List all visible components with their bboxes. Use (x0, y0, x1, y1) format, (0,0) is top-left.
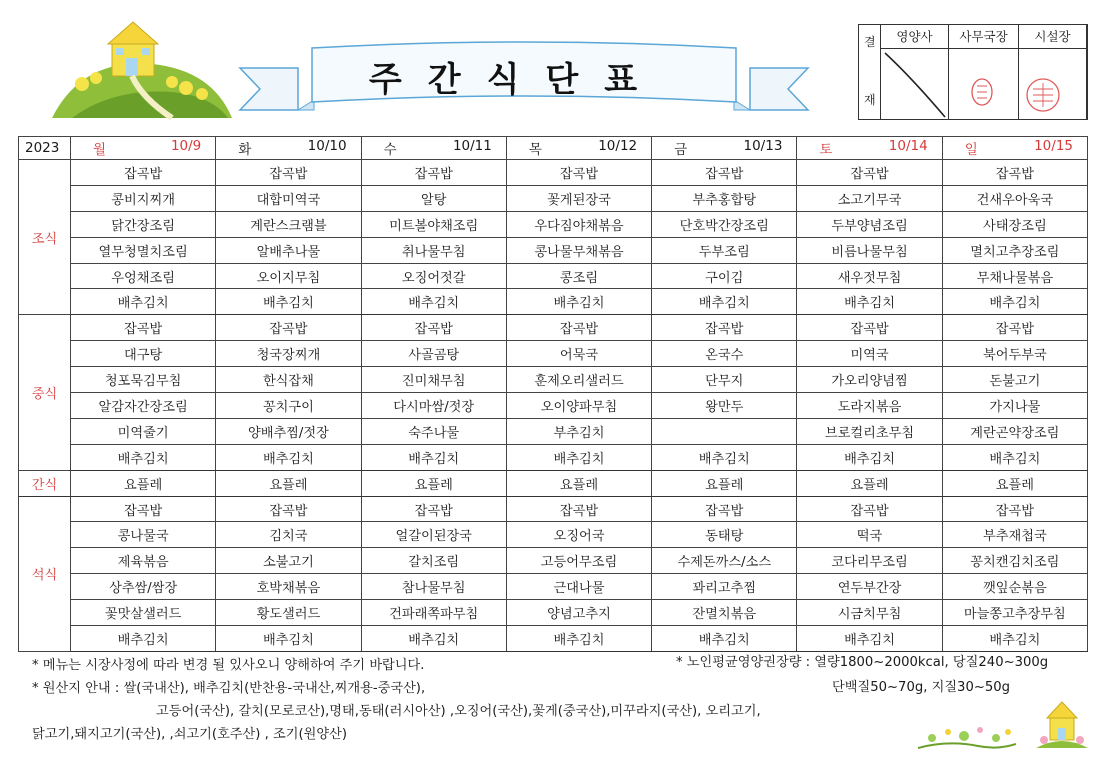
menu-item: 시금치무침 (797, 600, 942, 626)
menu-item: 부추홍합탕 (652, 185, 797, 211)
menu-item: 우다짐야채볶음 (506, 211, 651, 237)
table-header-row (19, 137, 1088, 160)
menu-item: 근대나물 (506, 574, 651, 600)
menu-item: 대구탕 (71, 341, 216, 367)
menu-item: 배추김치 (71, 626, 216, 652)
menu-item: 부추재첩국 (942, 522, 1087, 548)
menu-item: 잡곡밥 (216, 315, 361, 341)
menu-item: 배추김치 (216, 626, 361, 652)
menu-item: 배추김치 (942, 626, 1087, 652)
menu-item: 호박채볶음 (216, 574, 361, 600)
nutrition-note-1: * 노인평균영양권장량 : 열량1800~2000kcal, 당질240~300g (676, 655, 1049, 670)
day-name: 월 (93, 142, 107, 158)
menu-item: 훈제오리샐러드 (506, 367, 651, 393)
menu-item: 양배추찜/젓장 (216, 418, 361, 444)
menu-item: 오징어젓갈 (361, 263, 506, 289)
signature-slash (881, 49, 949, 121)
day-date: 10/13 (743, 138, 783, 154)
menu-item: 소고기무국 (797, 185, 942, 211)
menu-item: 잡곡밥 (797, 496, 942, 522)
seal-stamp-icon (1022, 77, 1064, 113)
origin-note-1: * 원산지 안내 : 쌀(국내산), 배추김치(반찬용-국내산,찌개용-중국산), (32, 681, 426, 696)
menu-item: 미역국 (797, 341, 942, 367)
day-date: 10/15 (1034, 138, 1073, 154)
menu-row (19, 237, 1088, 263)
day-date: 10/11 (452, 138, 492, 154)
menu-item: 꽁치캔김치조림 (942, 548, 1087, 574)
menu-item: 돈불고기 (942, 367, 1087, 393)
menu-item: 오이양파무침 (506, 393, 651, 419)
menu-row (19, 522, 1088, 548)
day-name: 일 (964, 142, 978, 158)
origin-note-2: 고등어(국산), 갈치(모로코산),명태,동태(러시아산) ,오징어(국산),꽃게(중국산),미꾸라지(국산), 오리고기, (156, 704, 761, 719)
menu-item: 열무청멸치조림 (71, 237, 216, 263)
menu-item: 요플레 (506, 470, 651, 496)
menu-item: 사골곰탕 (361, 341, 506, 367)
menu-item: 소불고기 (216, 548, 361, 574)
menu-item: 부추김치 (506, 418, 651, 444)
menu-item: 상추쌈/쌈장 (71, 574, 216, 600)
menu-item: 구이김 (652, 263, 797, 289)
menu-item: 취나물무침 (361, 237, 506, 263)
menu-item: 잡곡밥 (506, 315, 651, 341)
menu-row (19, 185, 1088, 211)
menu-item: 잡곡밥 (71, 315, 216, 341)
menu-item: 무채나물볶음 (942, 263, 1087, 289)
menu-row (19, 470, 1088, 496)
menu-item: 잔멸치볶음 (652, 600, 797, 626)
day-date: 10/14 (888, 138, 928, 154)
menu-item: 잡곡밥 (506, 160, 651, 186)
menu-body (19, 160, 1088, 652)
menu-item: 고등어무조림 (506, 548, 651, 574)
day-header-0 (71, 137, 216, 160)
weekly-menu-table (18, 136, 1088, 652)
menu-item: 배추김치 (506, 626, 651, 652)
menu-item: 청국장찌개 (216, 341, 361, 367)
menu-item: 잡곡밥 (71, 496, 216, 522)
menu-row (19, 418, 1088, 444)
menu-item: 잡곡밥 (216, 496, 361, 522)
flowers-decoration (918, 712, 1016, 752)
menu-item: 멸치고추장조림 (942, 237, 1087, 263)
menu-item: 양념고추지 (506, 600, 651, 626)
day-name: 목 (528, 142, 542, 158)
menu-item: 요플레 (216, 470, 361, 496)
menu-item: 알배추나물 (216, 237, 361, 263)
approval-side-bottom: 재 (864, 93, 876, 107)
menu-item: 요플레 (361, 470, 506, 496)
menu-item: 도라지볶음 (797, 393, 942, 419)
menu-item: 잡곡밥 (652, 315, 797, 341)
menu-change-note: * 메뉴는 시장사정에 따라 변경 될 있사오니 양해하여 주기 바랍니다. (32, 658, 425, 673)
menu-item: 오징어국 (506, 522, 651, 548)
nutrition-note-2: 단백질50~70g, 지질30~50g (832, 680, 1011, 695)
menu-item: 건파래쪽파무침 (361, 600, 506, 626)
day-header-6 (942, 137, 1087, 160)
menu-item: 가지나물 (942, 393, 1087, 419)
menu-item: 새우젓무침 (797, 263, 942, 289)
menu-item: 오이지무침 (216, 263, 361, 289)
menu-row (19, 160, 1088, 186)
menu-item: 두부조림 (652, 237, 797, 263)
menu-item: 가오리양념찜 (797, 367, 942, 393)
menu-item: 잡곡밥 (361, 496, 506, 522)
menu-item: 깻잎순볶음 (942, 574, 1087, 600)
menu-row (19, 367, 1088, 393)
menu-item: 온국수 (652, 341, 797, 367)
menu-item: 요플레 (797, 470, 942, 496)
menu-item: 배추김치 (361, 626, 506, 652)
year-cell: 2023 (19, 137, 71, 160)
approval-role: 사무국장 (949, 25, 1018, 49)
day-header-3 (506, 137, 651, 160)
menu-row (19, 496, 1088, 522)
menu-item: 잡곡밥 (797, 315, 942, 341)
menu-item: 콩비지찌개 (71, 185, 216, 211)
menu-item: 코다리무조림 (797, 548, 942, 574)
menu-item: 배추김치 (652, 626, 797, 652)
menu-item: 배추김치 (361, 289, 506, 315)
menu-item: 잡곡밥 (797, 160, 942, 186)
menu-row (19, 600, 1088, 626)
page-title: 주간식단표 (368, 59, 664, 100)
menu-item: 두부양념조림 (797, 211, 942, 237)
menu-item: 북어두부국 (942, 341, 1087, 367)
menu-row (19, 393, 1088, 419)
approval-box (858, 24, 1088, 120)
menu-item: 잡곡밥 (942, 315, 1087, 341)
menu-item: 배추김치 (216, 289, 361, 315)
menu-item: 배추김치 (71, 289, 216, 315)
menu-item: 얼갈이된장국 (361, 522, 506, 548)
menu-item: 동태탕 (652, 522, 797, 548)
menu-item: 왕만두 (652, 393, 797, 419)
menu-item: 꽃맛살샐러드 (71, 600, 216, 626)
menu-item: 잡곡밥 (652, 496, 797, 522)
day-date: 10/10 (307, 138, 347, 154)
menu-item: 단호박간장조림 (652, 211, 797, 237)
menu-item: 알탕 (361, 185, 506, 211)
menu-item: 배추김치 (652, 289, 797, 315)
approval-role: 영양사 (881, 25, 948, 49)
menu-item: 꽃게된장국 (506, 185, 651, 211)
day-name: 수 (383, 142, 397, 158)
menu-item: 잡곡밥 (71, 160, 216, 186)
menu-item: 닭간장조림 (71, 211, 216, 237)
approval-role: 시설장 (1019, 25, 1086, 49)
meal-label: 조식 (19, 160, 71, 315)
day-header-5 (797, 137, 942, 160)
menu-item: 배추김치 (506, 289, 651, 315)
menu-item: 대합미역국 (216, 185, 361, 211)
menu-item: 단무지 (652, 367, 797, 393)
menu-item: 계란스크램블 (216, 211, 361, 237)
menu-item: 떡국 (797, 522, 942, 548)
day-header-1 (216, 137, 361, 160)
menu-item: 요플레 (942, 470, 1087, 496)
day-date: 10/12 (598, 138, 638, 154)
day-name: 화 (238, 142, 252, 158)
day-header-4 (652, 137, 797, 160)
day-name: 금 (674, 142, 688, 158)
menu-item: 건새우아욱국 (942, 185, 1087, 211)
menu-item: 진미채무침 (361, 367, 506, 393)
meal-label: 중식 (19, 315, 71, 470)
menu-item: 콩나물국 (71, 522, 216, 548)
day-date: 10/9 (170, 138, 202, 154)
menu-item: 배추김치 (797, 444, 942, 470)
menu-item: 어묵국 (506, 341, 651, 367)
menu-item: 잡곡밥 (361, 315, 506, 341)
menu-row (19, 263, 1088, 289)
menu-row (19, 289, 1088, 315)
day-name: 토 (819, 142, 833, 158)
menu-item: 배추김치 (797, 289, 942, 315)
approval-side-top: 결 (864, 35, 876, 49)
meal-label: 석식 (19, 496, 71, 651)
menu-item: 잡곡밥 (942, 496, 1087, 522)
menu-item: 요플레 (71, 470, 216, 496)
menu-item: 제육볶음 (71, 548, 216, 574)
menu-item: 한식잡채 (216, 367, 361, 393)
menu-item: 연두부간장 (797, 574, 942, 600)
menu-item: 브로컬리초무침 (797, 418, 942, 444)
menu-item: 미트볼야채조림 (361, 211, 506, 237)
menu-item: 사태장조림 (942, 211, 1087, 237)
menu-item: 김치국 (216, 522, 361, 548)
menu-item: 참나물무침 (361, 574, 506, 600)
menu-item: 배추김치 (942, 444, 1087, 470)
menu-item: 콩조림 (506, 263, 651, 289)
menu-item: 꽈리고추찜 (652, 574, 797, 600)
seal-stamp-icon (970, 77, 994, 107)
menu-item: 배추김치 (506, 444, 651, 470)
menu-item: 잡곡밥 (942, 160, 1087, 186)
menu-row (19, 548, 1088, 574)
menu-item: 다시마쌈/젓장 (361, 393, 506, 419)
day-header-2 (361, 137, 506, 160)
menu-item: 우엉채조림 (71, 263, 216, 289)
menu-item: 알감자간장조림 (71, 393, 216, 419)
menu-item: 배추김치 (942, 289, 1087, 315)
menu-row (19, 626, 1088, 652)
menu-item: 콩나물무채볶음 (506, 237, 651, 263)
meal-label: 간식 (19, 470, 71, 496)
menu-item: 비름나물무침 (797, 237, 942, 263)
menu-item (652, 418, 797, 444)
menu-item: 계란곤약장조림 (942, 418, 1087, 444)
menu-item: 갈치조림 (361, 548, 506, 574)
menu-row (19, 341, 1088, 367)
menu-item: 잡곡밥 (652, 160, 797, 186)
menu-item: 황도샐러드 (216, 600, 361, 626)
menu-item: 배추김치 (797, 626, 942, 652)
menu-item: 마늘쫑고추장무침 (942, 600, 1087, 626)
menu-item: 청포묵김무침 (71, 367, 216, 393)
menu-item: 미역줄기 (71, 418, 216, 444)
menu-item: 배추김치 (71, 444, 216, 470)
house-hill-logo (52, 18, 232, 122)
menu-item: 배추김치 (216, 444, 361, 470)
menu-item: 숙주나물 (361, 418, 506, 444)
menu-item: 요플레 (652, 470, 797, 496)
origin-note-3: 닭고기,돼지고기(국산), ,쇠고기(호주산) , 조기(원양산) (32, 727, 347, 742)
menu-item: 잡곡밥 (361, 160, 506, 186)
menu-item: 꽁치구이 (216, 393, 361, 419)
menu-row (19, 574, 1088, 600)
menu-row (19, 444, 1088, 470)
approval-side-label (859, 25, 881, 119)
menu-row (19, 315, 1088, 341)
menu-item: 잡곡밥 (216, 160, 361, 186)
menu-row (19, 211, 1088, 237)
menu-item: 배추김치 (361, 444, 506, 470)
menu-item: 수제돈까스/소스 (652, 548, 797, 574)
house-decoration (1036, 690, 1088, 752)
menu-item: 잡곡밥 (506, 496, 651, 522)
menu-item: 배추김치 (652, 444, 797, 470)
